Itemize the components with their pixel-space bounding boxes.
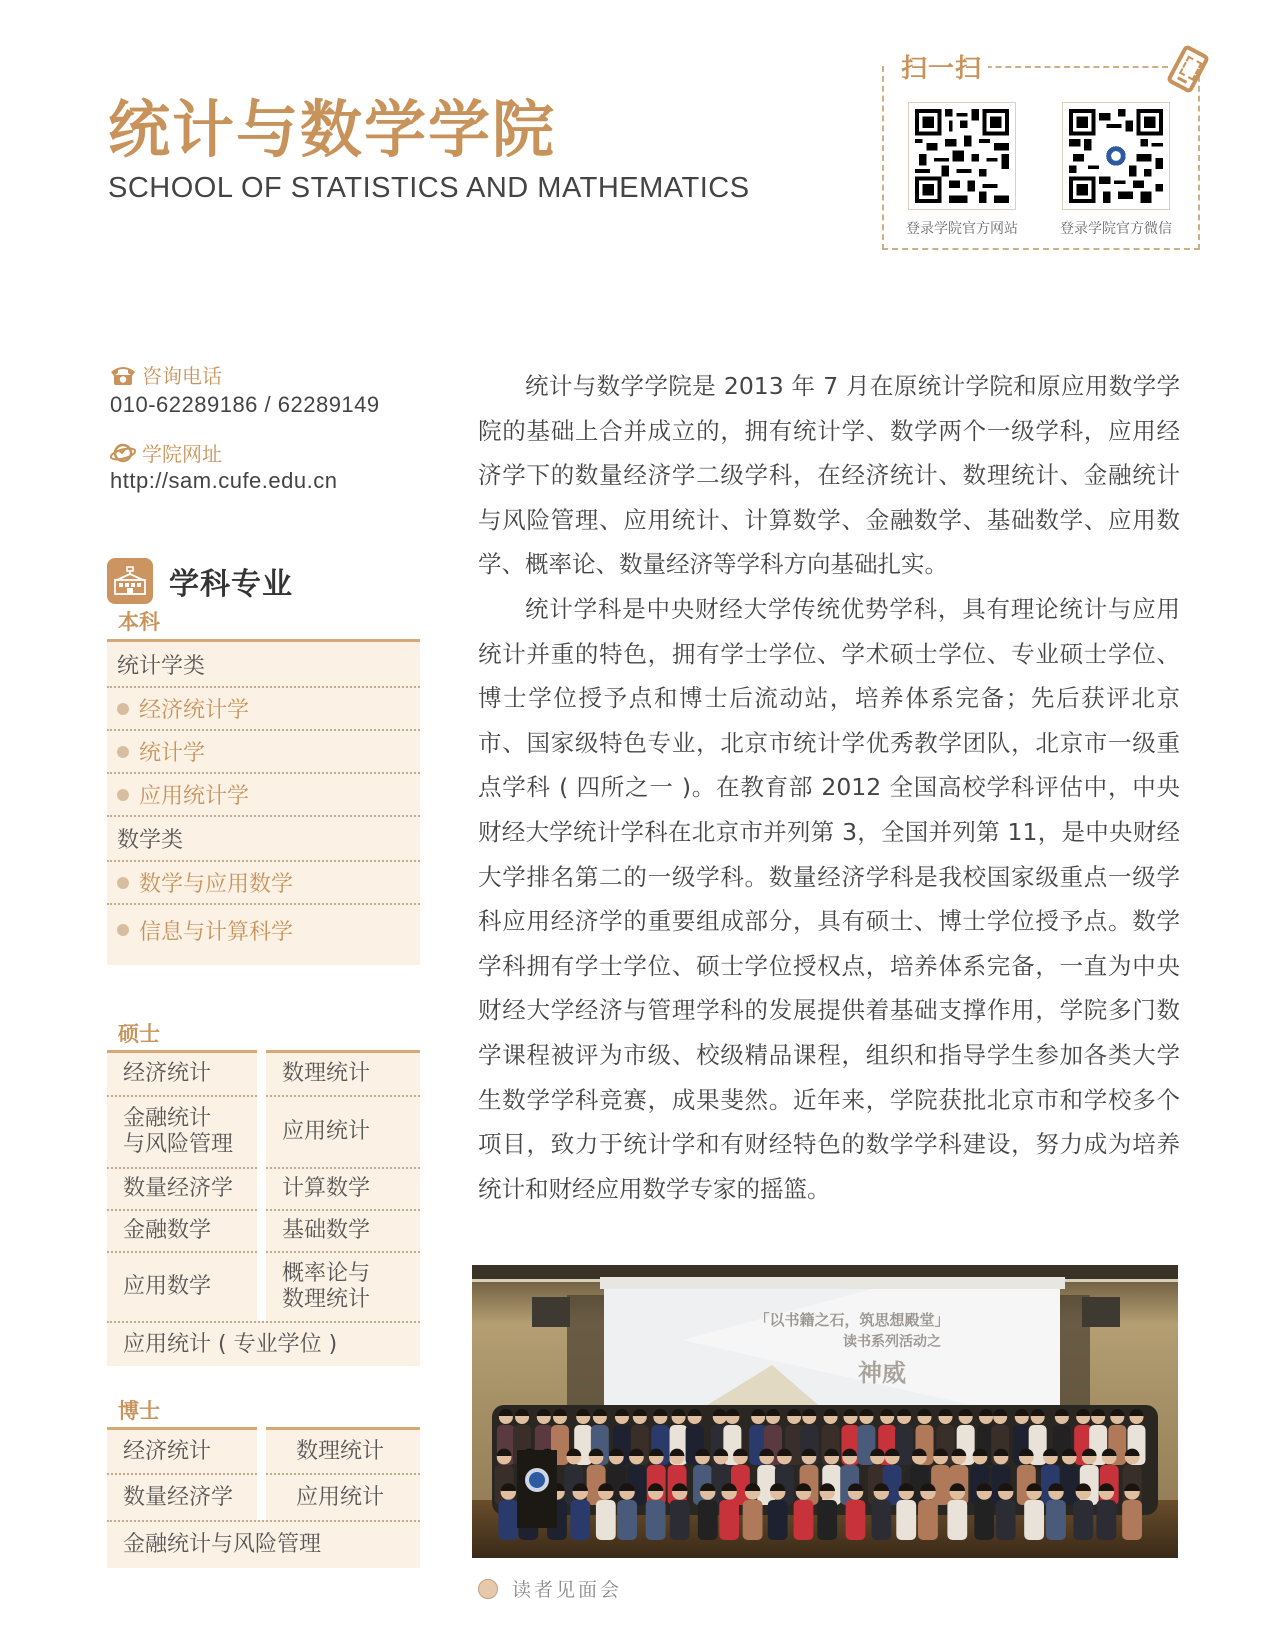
majors-title: 学科专业: [169, 567, 293, 602]
phone-label-text: 咨询电话: [142, 364, 222, 388]
caption-dot-icon: [478, 1579, 498, 1599]
person-body: [996, 1500, 1016, 1540]
phone-value: 010-62289186 / 62289149: [110, 392, 380, 417]
person-body: [498, 1500, 518, 1540]
page-subtitle: SCHOOL OF STATISTICS AND MATHEMATICS: [108, 172, 750, 204]
list-item-major: [107, 905, 420, 955]
major-text: 计算数学: [282, 1176, 371, 1201]
person-body: [768, 1500, 788, 1540]
page-title: 统计与数学学院: [108, 93, 557, 166]
list-item-major: [107, 731, 420, 774]
major-text: 金融统计与风险管理: [123, 1532, 322, 1557]
person-body: [1096, 1500, 1116, 1540]
list-item-major: [107, 774, 420, 817]
person-body: [846, 1500, 866, 1540]
person-body: [617, 1500, 637, 1540]
phd-panel: [107, 1430, 420, 1568]
person-body: [698, 1500, 718, 1540]
screen-title: 「以书籍之石，筑思想殿堂」: [754, 1311, 950, 1329]
qr-code-wechat[interactable]: [1062, 102, 1170, 210]
bullet-icon: [117, 703, 129, 715]
phd-label: 博士: [118, 1399, 160, 1423]
person-body: [931, 1465, 950, 1505]
person-body: [1060, 1465, 1079, 1505]
list-item-major: [107, 862, 420, 905]
phd-major: [107, 1430, 257, 1475]
major-text: 应用统计学: [139, 784, 250, 809]
telephone-icon: [110, 364, 136, 386]
intro-text: [478, 364, 1180, 1211]
major-text: 数量经济学: [123, 1484, 234, 1510]
major-text: 应用统计: [282, 1119, 371, 1144]
category-text: 数学类: [117, 828, 184, 853]
school-building-icon: [107, 558, 153, 604]
website-label-text: 学院网址: [142, 442, 222, 466]
qr-code-website[interactable]: [908, 102, 1016, 210]
person-body: [1046, 1500, 1066, 1540]
major-text: 金融数学: [123, 1218, 212, 1243]
screen-subtitle: 读书系列活动之: [843, 1334, 941, 1350]
list-item-category: [107, 642, 420, 688]
master-major: [107, 1169, 257, 1211]
master-major: [266, 1053, 420, 1097]
group-photo: [472, 1265, 1178, 1558]
person-body: [719, 1500, 739, 1540]
master-label: 硕士: [118, 1022, 160, 1046]
major-text: 数理统计: [282, 1061, 371, 1086]
person-body: [871, 1500, 891, 1540]
bullet-icon: [117, 877, 129, 889]
globe-icon: [110, 441, 136, 465]
undergrad-panel: [107, 642, 420, 965]
list-item-category: [107, 817, 420, 862]
major-text: 经济统计: [123, 1061, 212, 1086]
photo-caption: [478, 1575, 622, 1602]
phd-major: [266, 1475, 420, 1520]
master-major: [107, 1097, 257, 1169]
qr-caption-website: 登录学院官方网站: [906, 221, 1018, 237]
person-body: [570, 1500, 590, 1540]
master-major: [266, 1169, 420, 1211]
person-body: [817, 1500, 837, 1540]
person-body: [918, 1500, 938, 1540]
phd-major: [107, 1475, 257, 1520]
major-text: 信息与计算科学: [139, 919, 294, 945]
major-text: 基础数学: [282, 1218, 371, 1243]
master-major: [266, 1211, 420, 1253]
person-body: [794, 1500, 814, 1540]
major-text: 统计学: [139, 741, 206, 766]
phd-major-full: [107, 1520, 420, 1568]
master-major: [107, 1211, 257, 1253]
qr-code-icon: [915, 109, 1009, 203]
phone-label: [110, 360, 222, 389]
majors-heading: [107, 558, 293, 604]
major-text: 数量经济学: [123, 1176, 234, 1201]
intro-paragraph: 统计与数学学院是 2013 年 7 月在原统计学院和原应用数学学院的基础上合并成立的，拥有统计学、数学两个一级学科，应用经济学下的数量经济学二级学科，在经济统计、数理统计、金融统计与风险管理、应用统计、计算数学、金融数学、基础数学、应用数学、概率论、数量经济等学科方向基础扎实。: [478, 372, 1180, 579]
list-item-major: [107, 688, 420, 731]
major-text: 应用数学: [123, 1274, 212, 1299]
website-link[interactable]: http://sam.cufe.edu.cn: [110, 468, 338, 493]
major-text: 应用统计 ( 专业学位 ): [123, 1331, 338, 1357]
undergrad-label: 本科: [118, 610, 160, 634]
major-text: 数学与应用数学: [139, 872, 294, 897]
bullet-icon: [117, 789, 129, 801]
major-text: 概率论与 数理统计: [282, 1261, 371, 1312]
caption-text: 读者见面会: [512, 1579, 623, 1601]
major-text: 数理统计: [296, 1438, 385, 1464]
person-body: [947, 1500, 967, 1540]
major-text: 应用统计: [296, 1484, 385, 1510]
intro-paragraph: 统计学科是中央财经大学传统优势学科，具有理论统计与应用统计并重的特色，拥有学士学位、学术硕士学位、专业硕士学位、博士学位授予点和博士后流动站，培养体系完备；先后获评北京市、国家级特色专业，北京市统计学优秀教学团队，北京市一级重点学科 ( 四所之一 )。在教育部 2012 全国高校学科评估中，中央财经大学统计学科在北京市并列第 3，全国并列第 11，是中央财经大学排名第二的一级学科。数量经济学科是我校国家级重点一级学科应用经济学的重要组成部分，具有硕士、博士学位授予点。数学学科拥有学士学位、硕士学位授权点，培养体系完备，一直为中央财经大学经济与管理学科的发展提供着基础支撑作用，学院多门数学课程被评为市级、校级精品课程，组织和指导学生参加各类大学生数学学科竞赛，成果斐然。近年来，学院获批北京市和学校多个项目，致力于统计学和有财经特色的数学学科建设，努力成为培养统计和财经应用数学专家的摇篮。: [478, 594, 1180, 1203]
person-body: [646, 1500, 666, 1540]
bullet-icon: [117, 746, 129, 758]
website-label: [110, 438, 222, 467]
master-major: [266, 1253, 420, 1321]
person-body: [1073, 1500, 1093, 1540]
qr-caption-wechat: 登录学院官方微信: [1060, 221, 1172, 237]
qr-code-icon: [1069, 109, 1163, 203]
person-body: [596, 1500, 616, 1540]
master-major: [107, 1053, 257, 1097]
master-major-full: [107, 1321, 420, 1366]
master-major: [107, 1253, 257, 1321]
person-body: [1122, 1500, 1142, 1540]
person-body: [1024, 1500, 1044, 1540]
qr-panel-label: 扫一扫: [895, 48, 988, 85]
major-text: 金融统计 与风险管理: [123, 1106, 234, 1157]
master-major: [266, 1097, 420, 1169]
major-text: 经济统计学: [139, 698, 250, 723]
major-text: 经济统计: [123, 1438, 212, 1464]
bullet-icon: [117, 924, 129, 936]
category-text: 统计学类: [117, 653, 206, 679]
screen-name: 神威: [858, 1359, 906, 1387]
person-body: [670, 1500, 690, 1540]
person-body: [743, 1500, 763, 1540]
master-panel: [107, 1053, 420, 1366]
person-body: [896, 1500, 916, 1540]
phd-major: [266, 1430, 420, 1475]
person-body: [974, 1500, 994, 1540]
